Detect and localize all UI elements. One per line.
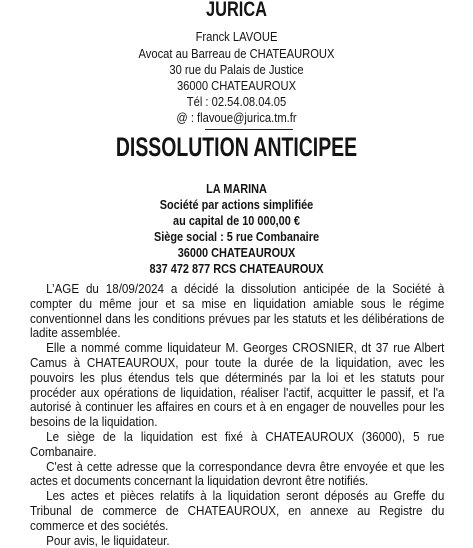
lawyer-city: 36000 CHATEAUROUX: [176, 78, 297, 93]
lawyer-street: 30 rue du Palais de Justice: [169, 62, 304, 77]
notice-body: [30, 282, 444, 548]
lawyer-bar: Avocat au Barreau de CHATEAUROUX: [138, 46, 335, 61]
lawyer-name: Franck LAVOUE: [195, 29, 278, 44]
firm-name: JURICA: [206, 0, 267, 21]
paragraph-correspondence: C'est à cette adresse que la correspondance devra être envoyée et que les actes et documents concernant la liquidation devront être notifiés.: [30, 458, 445, 489]
paragraph-liquidator: Elle a nommé comme liquidateur M. Georges CROSNIER, dt 37 rue Albert Camus à CHATEAUROUX, pour toute la durée de la liquidation, avec les pouvoirs les plus étendus tels que déterminés par la loi et les statuts pour procéder aux opérations de liquidation, réaliser l'actif, acquitter le passif, et l'a autorisé à continuer les affaires en cours et à en engager de nouvelles pour les besoins de la liquidation.: [30, 340, 445, 430]
paragraph-filing: Les actes et pièces relatifs à la liquidation seront déposés au Greffe du Tribunal de commerce de CHATEAUROUX, en annexe au Registre du commerce et des sociétés.: [30, 488, 445, 533]
notice-title: DISSOLUTION ANTICIPEE: [115, 132, 358, 162]
company-seat: Siège social : 5 rue Combanaire: [153, 229, 320, 244]
paragraph-decision: L’AGE du 18/09/2024 a décidé la dissolution anticipée de la Société à compter du même jour et sa mise en liquidation amiable sous le régime conventionnel dans les conditions prévues par les statuts et les délibérations de ladite assemblée.: [30, 281, 445, 341]
company-name: LA MARINA: [206, 181, 267, 196]
paragraph-signature: Pour avis, le liquidateur.: [46, 532, 170, 548]
lawyer-phone: Tél : 02.54.08.04.05: [186, 94, 287, 109]
company-rcs: 837 472 877 RCS CHATEAUROUX: [149, 261, 324, 276]
company-form: Société par actions simplifiée: [159, 197, 314, 212]
paragraph-seat: Le siège de la liquidation est fixé à CHATEAUROUX (36000), 5 rue Combanaire.: [30, 428, 445, 459]
header-divider: [205, 129, 293, 130]
lawyer-email: @ : flavoue@jurica.tm.fr: [176, 110, 297, 125]
company-city: 36000 CHATEAUROUX: [177, 245, 296, 260]
company-capital: au capital de 10 000,00 €: [173, 213, 300, 228]
